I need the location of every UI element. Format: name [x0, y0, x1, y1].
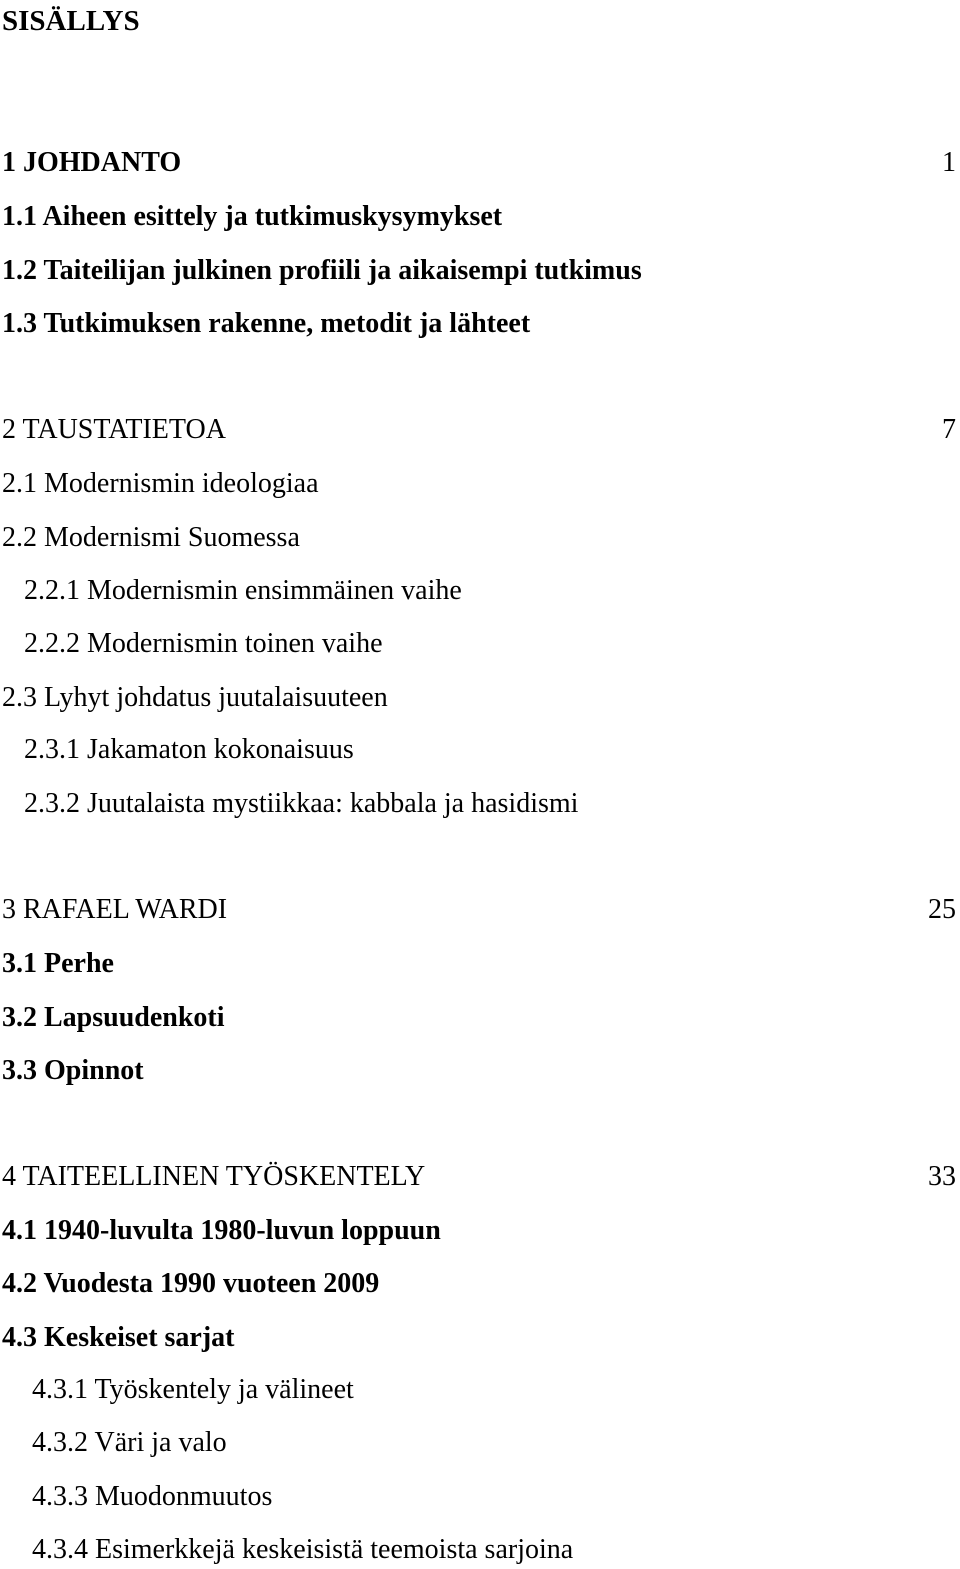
toc-entry-label: 4 TAITEELLINEN TYÖSKENTELY	[2, 1161, 426, 1192]
toc-entry-1-2[interactable]	[0, 252, 960, 290]
toc-entry-label: 4.3 Keskeiset sarjat	[2, 1322, 235, 1353]
toc-entry-label: 1.3 Tutkimuksen rakenne, metodit ja lähteet	[2, 308, 531, 339]
toc-entry-4-1[interactable]	[0, 1212, 960, 1250]
toc-entry-label: 3.2 Lapsuudenkoti	[2, 1002, 225, 1033]
toc-entry-label: 4.3.2 Väri ja valo	[32, 1427, 227, 1458]
toc-entry-label: 2.2 Modernismi Suomessa	[2, 522, 300, 553]
toc-entry-2-3-1[interactable]	[0, 731, 960, 769]
toc-entry-4-3-3[interactable]	[0, 1478, 960, 1516]
toc-entry-3-1[interactable]	[0, 945, 960, 983]
toc-entry-chapter-2[interactable]	[0, 411, 960, 449]
toc-entry-chapter-3[interactable]	[0, 891, 960, 929]
toc-entry-label: 1 JOHDANTO	[2, 147, 182, 178]
toc-entry-label: 1.1 Aiheen esittely ja tutkimuskysymykset	[2, 201, 503, 232]
toc-entry-page: 7	[942, 414, 956, 445]
toc-entry-4-3-2[interactable]	[0, 1424, 960, 1462]
toc-entry-label: 4.3.4 Esimerkkejä keskeisistä teemoista sarjoina	[32, 1534, 574, 1565]
toc-entry-label: 3 RAFAEL WARDI	[2, 894, 228, 925]
toc-entry-1-3[interactable]	[0, 305, 960, 343]
toc-entry-label: 2.2.1 Modernismin ensimmäinen vaihe	[24, 575, 462, 606]
toc-entry-4-3-4[interactable]	[0, 1531, 960, 1569]
toc-entry-label: 4.3.1 Työskentely ja välineet	[32, 1374, 354, 1405]
toc-entry-2-3-2[interactable]	[0, 785, 960, 823]
toc-entry-label: 2.3.1 Jakamaton kokonaisuus	[24, 734, 354, 765]
toc-entry-4-3[interactable]	[0, 1319, 960, 1357]
toc-entry-label: 2.3.2 Juutalaista mystiikkaa: kabbala ja hasidismi	[24, 788, 579, 819]
toc-entry-2-3[interactable]	[0, 679, 960, 717]
toc-entry-label: 2 TAUSTATIETOA	[2, 414, 226, 445]
toc-entry-label: 4.1 1940-luvulta 1980-luvun loppuun	[2, 1215, 441, 1246]
toc-entry-label: 1.2 Taiteilijan julkinen profiili ja aikaisempi tutkimus	[2, 255, 642, 286]
toc-entry-4-2[interactable]	[0, 1265, 960, 1303]
toc-entry-3-3[interactable]	[0, 1052, 960, 1090]
toc-entry-label: 4.2 Vuodesta 1990 vuoteen 2009	[2, 1268, 380, 1299]
toc-entry-2-2-1[interactable]	[0, 572, 960, 610]
toc-entry-2-2[interactable]	[0, 519, 960, 557]
toc-entry-2-1[interactable]	[0, 465, 960, 503]
toc-entry-label: 3.3 Opinnot	[2, 1055, 144, 1086]
toc-entry-2-2-2[interactable]	[0, 625, 960, 663]
toc-entry-chapter-4[interactable]	[0, 1158, 960, 1196]
toc-entry-chapter-1[interactable]	[0, 144, 960, 182]
page-title: SISÄLLYS	[2, 5, 140, 37]
toc-entry-label: 4.3.3 Muodonmuutos	[32, 1481, 273, 1512]
toc-entry-3-2[interactable]	[0, 999, 960, 1037]
toc-entry-label: 2.3 Lyhyt johdatus juutalaisuuteen	[2, 682, 388, 713]
toc-entry-page: 33	[928, 1161, 956, 1192]
toc-entry-label: 2.2.2 Modernismin toinen vaihe	[24, 628, 383, 659]
toc-entry-label: 2.1 Modernismin ideologiaa	[2, 468, 319, 499]
toc-entry-1-1[interactable]	[0, 198, 960, 236]
toc-entry-4-3-1[interactable]	[0, 1371, 960, 1409]
toc-entry-page: 1	[942, 147, 956, 178]
toc-entry-page: 25	[928, 894, 956, 925]
toc-entry-label: 3.1 Perhe	[2, 948, 114, 979]
